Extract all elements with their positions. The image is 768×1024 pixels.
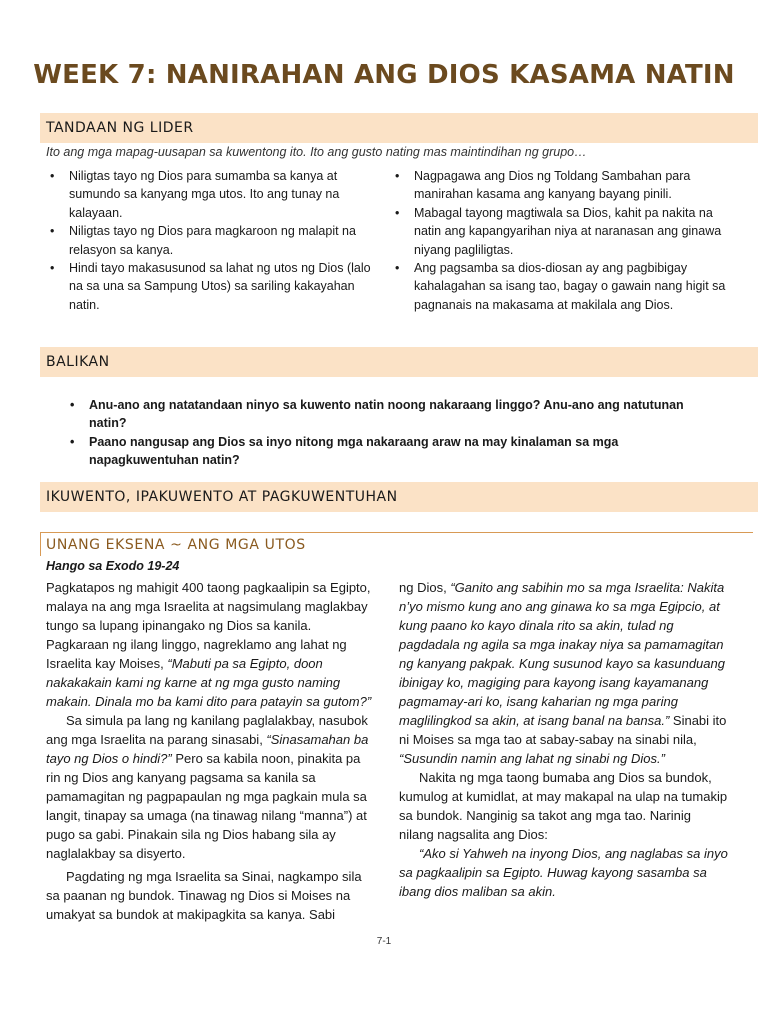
ikuwento-heading: IKUWENTO, IPAKUWENTO AT PAGKUWENTUHAN bbox=[40, 482, 758, 512]
list-item: • Nagpagawa ang Dios ng Toldang Sambahan para manirahan kasama ang kanyang bayang pinili. bbox=[391, 167, 736, 204]
story-paragraph: “Ako si Yahweh na inyong Dios, ang naglabas sa inyo sa pagkaalipin sa Egipto. Huwag kayong sasamba sa ibang dios maliban sa akin. bbox=[399, 846, 728, 899]
story-paragraph: Pagdating ng mga Israelita sa Sinai, nagkampo sila sa paanan ng bundok. Tinawag ng Dios si Moises na umakyat sa bundok at makipagkita sa kanya. Sabi bbox=[46, 869, 362, 922]
page-number: 7-1 bbox=[376, 936, 392, 947]
tandaan-right-list bbox=[391, 167, 736, 314]
story-left-column bbox=[46, 578, 372, 924]
tandaan-left-list bbox=[46, 167, 376, 314]
tandaan-heading: TANDAAN NG LIDER bbox=[40, 113, 758, 143]
scene-heading: UNANG EKSENA ~ ANG MGA UTOS bbox=[40, 532, 753, 556]
story-right-column bbox=[399, 578, 729, 901]
list-item: • Paano nangusap ang Dios sa inyo nitong mga nakaraang araw na may kinalaman sa mga napagkuwentuhan natin? bbox=[66, 433, 706, 470]
page-title: WEEK 7: NANIRAHAN ANG DIOS KASAMA NATIN bbox=[33, 60, 735, 90]
story-paragraph: Sa simula pa lang ng kanilang paglalakbay, nasubok ang mga Israelita na parang sinasabi, “Sinasamahan ba tayo ng Dios o hindi?” Pero sa kabila noon, pinakita pa rin ng Dios ang kanyang pagsama sa kanila sa pamamagitan ng pagpapaulan ng mga pagkain mula sa langit, tinapay sa umaga (na tinawag nilang “manna”) at pugo sa gabi. Pinakain sila ng Dios habang sila ay naglalakbay sa disyerto. bbox=[46, 713, 369, 861]
story-paragraph: ng Dios, “Ganito ang sabihin mo sa mga Israelita: Nakita n’yo mismo kung ano ang ginawa ko sa mga Egipcio, at kung paano ko kayo dinala rito sa akin, tulad ng pagdadala ng agila sa mga inakay niya sa pamamagitan ng kanyang pakpak. Kung susunod kayo sa kasunduang ibinigay ko, magiging para kayong isang kayamanang pagmamay-ari ko, isang kaharian ng mga paring maglilingkod sa akin, at isang banal na bansa.” Sinabi ito ni Moises sa mga tao at sabay-sabay na sinabi nila, “Susundin namin ang lahat ng sinabi ng Dios.” bbox=[399, 580, 727, 766]
list-item: • Ang pagsamba sa dios-diosan ay ang pagbibigay kahalagahan sa isang tao, bagay o gawain nang higit sa pagnanais na makasama at makilala ang Dios. bbox=[391, 259, 736, 314]
list-item: • Anu-ano ang natatandaan ninyo sa kuwento natin noong nakaraang linggo? Anu-ano ang natutunan natin? bbox=[66, 396, 706, 433]
list-item: • Niligtas tayo ng Dios para magkaroon ng malapit na relasyon sa kanya. bbox=[46, 222, 376, 259]
balikan-heading: BALIKAN bbox=[40, 347, 758, 377]
story-paragraph: Nakita ng mga taong bumaba ang Dios sa bundok, kumulog at kumidlat, at may makapal na ulap na tumakip sa bundok. Nanginig sa takot ang mga tao. Narinig nilang nagsalita ang Dios: bbox=[399, 770, 728, 842]
list-item: • Mabagal tayong magtiwala sa Dios, kahit pa nakita na natin ang kapangyarihan niya at naranasan ang ginawa niyang pagliligtas. bbox=[391, 204, 736, 259]
list-item: • Hindi tayo makasusunod sa lahat ng utos ng Dios (lalo na sa una sa Sampung Utos) sa sariling kakayahan natin. bbox=[46, 259, 376, 314]
list-item: • Niligtas tayo ng Dios para sumamba sa kanya at sumundo sa kanyang mga utos. Ito ang tunay na kalayaan. bbox=[46, 167, 376, 222]
tandaan-intro: Ito ang mga mapag-uusapan sa kuwentong ito. Ito ang gusto nating mas maintindihan ng grupo… bbox=[46, 145, 587, 159]
story-paragraph: Pagkatapos ng mahigit 400 taong pagkaalipin sa Egipto, malaya na ang mga Israelita at nagsimulang maglakbay tungo sa lupang ipinangako ng Dios sa kanila. Pagkaraan ng ilang linggo, nagreklamo ang lahat ng Israelita kay Moises, “Mabuti pa sa Egipto, doon nakakakain kami ng karne at ng mga gusto naming makain. Dinala mo ba kami dito para patayin sa gutom?” bbox=[46, 580, 372, 709]
scripture-source: Hango sa Exodo 19-24 bbox=[46, 559, 180, 573]
balikan-questions bbox=[66, 396, 706, 470]
